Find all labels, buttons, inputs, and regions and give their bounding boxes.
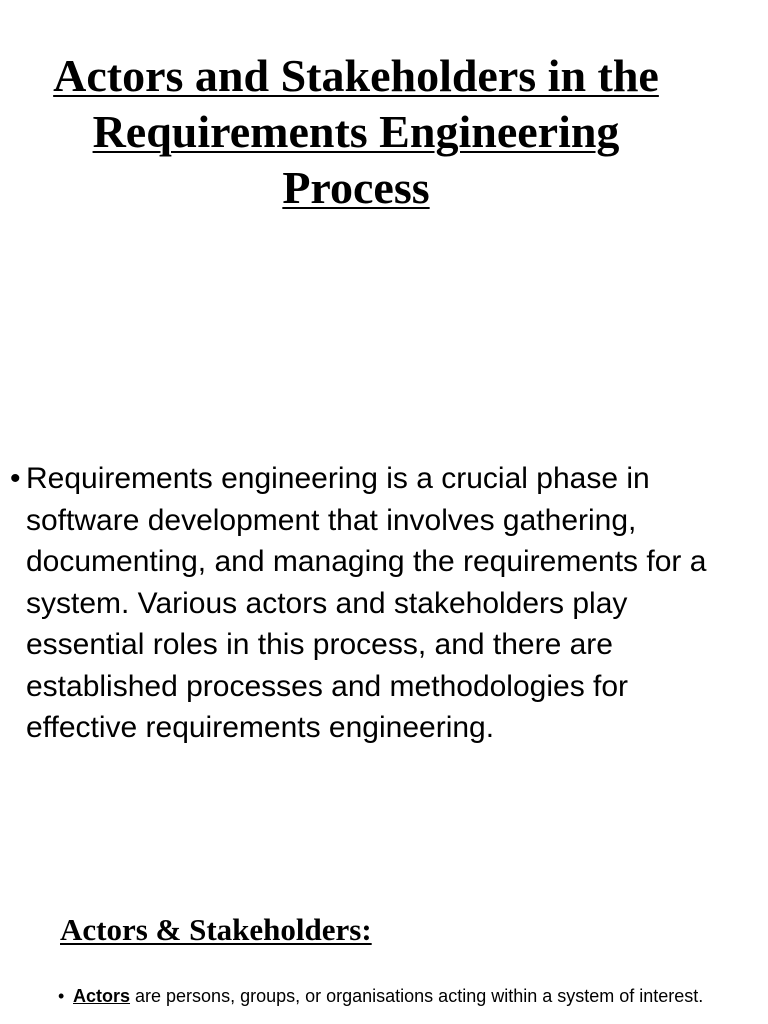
section-heading: Actors & Stakeholders: xyxy=(60,912,372,947)
list-item-term: Actors xyxy=(73,986,131,1006)
intro-text: Requirements engineering is a crucial phase in software development that involves gathering, documenting, and managing the requirements for a system. Various actors and stakeholders play essential roles in this process, and there are established processes and methodologies for effective requirements engineering. xyxy=(26,462,707,744)
list-item-body xyxy=(73,984,703,1008)
list-item xyxy=(58,984,718,1008)
intro-paragraph xyxy=(10,458,730,749)
page-title: Actors and Stakeholders in the Requirements Engineering Process xyxy=(53,50,659,213)
bullet-icon: • xyxy=(10,462,21,495)
bullet-icon: • xyxy=(58,986,65,1006)
list-item-text: are persons, groups, or organisations acting within a system of interest. xyxy=(130,986,704,1006)
